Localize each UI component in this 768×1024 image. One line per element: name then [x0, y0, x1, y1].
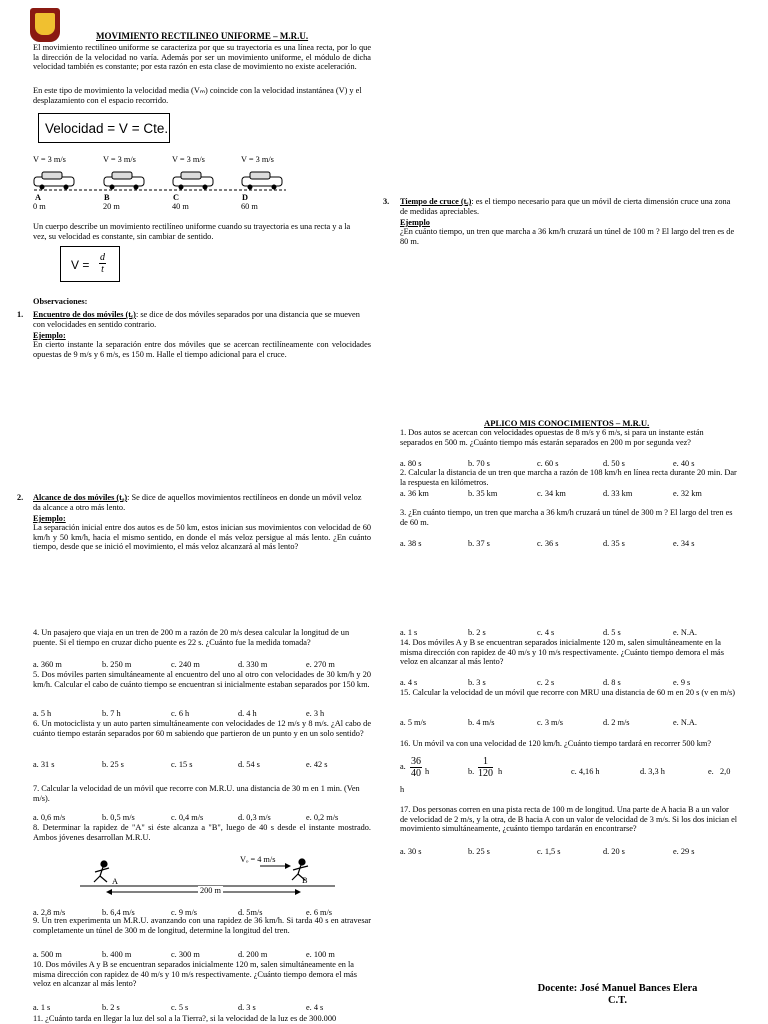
car-icon	[173, 172, 213, 190]
option: a. 31 s	[33, 760, 55, 769]
option-b-fraction	[478, 756, 493, 779]
option: c. 1,5 s	[537, 847, 561, 856]
fraction-numerator: 36	[411, 756, 421, 767]
encuentro-definition	[33, 310, 371, 329]
cruce-text: : es el tiempo necesario para que un móvil de cierta dimensión cruce una zona de medidas apreciables.	[400, 197, 731, 216]
option: b. 70 s	[468, 459, 490, 468]
question-17-options	[400, 847, 694, 856]
alcance-example: La separación inicial entre dos autos es de 50 km, estos inician sus movimientos con velocidad de 60 km/h y 50 km/h, hacia el mismo sentido, en donde el más veloz persigue al más lento. ¿En cuánto tiempo, desde que se inició el movimiento, el más veloz alcanzará al más lento?	[33, 523, 371, 552]
question-8: 8. Determinar la rapidez de "A" si éste alcanza a "B", luego de 40 s desde el instante mostrado. Ambos jóvenes desarrollan M.R.U.	[33, 823, 371, 842]
distance-label: 60 m	[241, 202, 258, 211]
example-label: Ejemplo:	[33, 514, 66, 523]
alcance-title: Alcance de dos móviles (tₐ)	[33, 493, 128, 502]
option: d. 35 s	[603, 539, 625, 548]
mru-car-diagram	[30, 168, 290, 194]
encuentro-title: Encuentro de dos móviles (tₑ)	[33, 310, 136, 319]
option: c. 60 s	[537, 459, 559, 468]
option: c. 15 s	[171, 760, 193, 769]
option: b. 4 m/s	[468, 718, 495, 727]
option: e. 9 s	[673, 678, 691, 687]
mru-description: Un cuerpo describe un movimiento rectilíneo uniforme cuando su trayectoria es una recta y a la vez, su velocidad es constante, sin cambiar de sentido.	[33, 222, 351, 241]
option-b-label: b.	[468, 767, 475, 776]
fraction-denominator: 120	[478, 768, 493, 779]
option: e. 3 h	[306, 709, 325, 718]
option: b. 400 m	[102, 950, 132, 959]
option: d. 33 km	[603, 489, 633, 498]
formula-numerator: d	[100, 252, 105, 263]
car-icon	[104, 172, 144, 190]
question-2: 2. Calcular la distancia de un tren que marcha a razón de 108 km/h en línea recta durante 20 min. Dar la respuesta en kilómetros.	[400, 468, 737, 487]
question-5-options	[33, 709, 324, 718]
option: d. 200 m	[238, 950, 268, 959]
option: d. 330 m	[238, 660, 268, 669]
question-10: 10. Dos móviles A y B se encuentran separados inicialmente 120 m, salen simultáneamente en la misma dirección con rapidez de 40 m/s y 10 m/s respectivamente. ¿Cuánto tiempo demora el más veloz en alcanzar al más lento?	[33, 960, 357, 989]
option: e. 40 s	[673, 459, 695, 468]
alcance-definition	[33, 493, 371, 512]
option: a. 30 s	[400, 847, 422, 856]
option: e. N.A.	[673, 718, 697, 727]
option: e. N.A.	[673, 628, 697, 637]
question-7: 7. Calcular la velocidad de un móvil que recorre con M.R.U. una distancia de 30 m en 1 min. (Ven m/s).	[33, 784, 360, 803]
question-16: 16. Un móvil va con una velocidad de 120 km/h. ¿Cuánto tiempo tardará en recorrer 500 km?	[400, 739, 712, 748]
runner-a-icon	[94, 861, 109, 882]
item-number: 2.	[17, 493, 24, 502]
car-icon	[34, 172, 74, 190]
option: c. 240 m	[171, 660, 200, 669]
question-3-options	[400, 539, 694, 548]
option: d. 4 h	[238, 709, 257, 718]
option: c. 36 s	[537, 539, 559, 548]
runner-a-label: A	[112, 877, 118, 886]
option-b-unit: h	[498, 767, 503, 776]
option: c. 9 m/s	[171, 908, 198, 917]
velocity-label: V = 3 m/s	[103, 155, 136, 164]
question-1-options	[400, 459, 694, 468]
velocity-label: V = 3 m/s	[172, 155, 205, 164]
fraction-denominator: 40	[411, 768, 421, 779]
fraction-numerator: 1	[478, 756, 493, 768]
question-14: 14. Dos móviles A y B se encuentran separados inicialmente 120 m, salen simultáneamente en la misma dirección con rapidez de 40 m/s y 10 m/s respectivamente. ¿Cuánto tiempo demora el más veloz en alcanzar al más lento?	[400, 638, 724, 667]
option: c. 300 m	[171, 950, 200, 959]
option: b. 2 s	[468, 628, 486, 637]
question-9: 9. Un tren experimenta un M.R.U. avanzando con una rapidez de 36 km/h. Si tarda 40 s en atravesar completamente un túnel de 300 m de longitud, determine la longitud del tren.	[33, 916, 371, 935]
option: b. 25 s	[102, 760, 124, 769]
option-c: c. 4,16 h	[571, 767, 600, 776]
point-label: B	[104, 193, 110, 202]
question-7-options	[33, 813, 338, 822]
distance-label: 20 m	[103, 202, 120, 211]
question-6: 6. Un motociclista y un auto parten simultáneamente con velocidades de 12 m/s y 8 m/s. ¿Al cabo de cuánto tiempo estarán separados por 60 m sabiendo que partieron de un punto y en un solo sentido?	[33, 719, 371, 738]
question-4: 4. Un pasajero que viaja en un tren de 200 m a razón de 20 m/s desea calcular la longitud de un puente. Si el tiempo en cruzar dicho puente es 22 s. ¿Cuánto fue la medida tomada?	[33, 628, 350, 647]
option: c. 34 km	[537, 489, 566, 498]
option: b. 7 h	[102, 709, 121, 718]
option: b. 3 s	[468, 678, 486, 687]
intro-paragraph-1: El movimiento rectilíneo uniforme se caracteriza por que su trayectoria es una línea recta, por lo que la dirección de la velocidad no varía. Además por ser un movimiento uniforme, el módulo de dicha velocidad también es constante; por esta razón en esta clase de movimiento no existe aceleración.	[33, 43, 371, 72]
cruce-example: ¿En cuánto tiempo, un tren que marcha a 36 km/h cruzará un túnel de 100 m ? El largo del tren es de 80 m.	[400, 227, 735, 246]
example-label: Ejemplo	[400, 218, 430, 227]
question-15: 15. Calcular la velocidad de un móvil que recorre con MRU una distancia de 60 m en 20 s (v en m/s)	[400, 688, 736, 697]
question-10-options	[33, 1003, 323, 1012]
option: d. 0,3 m/s	[238, 813, 271, 822]
point-label: A	[35, 193, 41, 202]
distance-label: 40 m	[172, 202, 189, 211]
option: d. 5 s	[603, 628, 621, 637]
question-11-options	[400, 628, 697, 637]
option: a. 1 s	[33, 1003, 51, 1012]
option: e. 270 m	[306, 660, 335, 669]
option: a. 38 s	[400, 539, 422, 548]
item-number: 1.	[17, 310, 24, 319]
option: d. 8 s	[603, 678, 621, 687]
option: e. 29 s	[673, 847, 695, 856]
velocity-label: V = 3 m/s	[33, 155, 66, 164]
cruce-title: Tiempo de cruce (tₑ)	[400, 197, 472, 206]
option-a-label: a.	[400, 762, 406, 771]
formula-fraction	[99, 252, 106, 275]
option: d. 5m/s	[238, 908, 263, 917]
option-e-unit: h	[400, 785, 405, 794]
option: d. 54 s	[238, 760, 260, 769]
school-logo	[30, 8, 60, 42]
option: a. 4 s	[400, 678, 418, 687]
option: e. 34 s	[673, 539, 695, 548]
option: d. 20 s	[603, 847, 625, 856]
option: c. 0,4 m/s	[171, 813, 204, 822]
option: d. 50 s	[603, 459, 625, 468]
velocity-label: V = 3 m/s	[241, 155, 274, 164]
option: b. 35 km	[468, 489, 498, 498]
option: e. 100 m	[306, 950, 335, 959]
option: e. 6 m/s	[306, 908, 333, 917]
option: a. 1 s	[400, 628, 418, 637]
option: e. 0,2 m/s	[306, 813, 339, 822]
car-icon	[242, 172, 282, 190]
item-number: 3.	[383, 197, 390, 206]
option-d: d. 3,3 h	[640, 767, 665, 776]
option: b. 250 m	[102, 660, 132, 669]
option: a. 5 m/s	[400, 718, 427, 727]
intro-paragraph-2: En este tipo de movimiento la velocidad media (Vₘ) coincide con la velocidad instantánea (V) y el desplazamiento con el espacio recorrido.	[33, 86, 362, 105]
option: b. 2 s	[102, 1003, 120, 1012]
option: a. 360 m	[33, 660, 62, 669]
point-label: C	[173, 193, 179, 202]
question-6-options	[33, 760, 327, 769]
option: a. 36 km	[400, 489, 429, 498]
observaciones-heading: Observaciones:	[33, 297, 88, 306]
runner-b-label: B	[302, 876, 308, 885]
velocity-fraction-box	[60, 246, 120, 282]
question-1: 1. Dos autos se acercan con velocidades opuestas de 8 m/s y 6 m/s, si para un instante están separados en 500 m. ¿Cuánto tiempo más estarán separados en 200 m por segunda vez?	[400, 428, 704, 447]
teacher-role: C.T.	[607, 995, 628, 1006]
option: a. 5 h	[33, 709, 52, 718]
cruce-definition	[400, 197, 738, 216]
question-17: 17. Dos personas corren en una pista recta de 100 m de longitud. Una parte de A hacia B a un valor de velocidad de 2 m/s, y la otra, de B hacia A con un valor de velocidad de 3 m/s. Si los dos inician el movimiento simultáneamente, ¿cuánto tiempo tardarán en encontrarse?	[400, 805, 738, 834]
formula-denominator: t	[101, 264, 104, 275]
option-a-unit: h	[425, 767, 430, 776]
option: c. 3 m/s	[537, 718, 564, 727]
option: d. 3 s	[238, 1003, 256, 1012]
option: e. 4 s	[306, 1003, 324, 1012]
option: c. 2 s	[537, 678, 555, 687]
question-9-options	[33, 950, 335, 959]
encuentro-text: : se dice de dos móviles separados por una distancia que se mueven con velocidades en sentido contrario.	[33, 310, 360, 329]
question-14-options	[400, 678, 690, 687]
question-15-options	[400, 718, 697, 727]
option: d. 2 m/s	[603, 718, 630, 727]
formula-v: V =	[71, 258, 90, 272]
option: b. 37 s	[468, 539, 490, 548]
option: c. 4 s	[537, 628, 555, 637]
question-4-options	[33, 660, 335, 669]
aplico-title: APLICO MIS CONOCIMIENTOS – M.R.U.	[484, 418, 650, 428]
page-title: MOVIMIENTO RECTILINEO UNIFORME – M.R.U.	[96, 31, 309, 41]
option: c. 5 s	[171, 1003, 189, 1012]
question-2-options	[400, 489, 702, 498]
encuentro-example: En cierto instante la separación entre dos móviles que se acercan rectilíneamente con velocidades opuestas de 9 m/s y 6 m/s, es 150 m. Halle el tiempo adicional para el cruce.	[33, 340, 371, 359]
question-5: 5. Dos móviles parten simultáneamente al encuentro del uno al otro con velocidades de 30 km/h y 20 km/h. Calcular el cabo de cuánto tiempo se encuentran si inicialmente estaban separados por 150 km.	[33, 670, 371, 689]
option-a-fraction	[410, 756, 422, 779]
option: b. 0,5 m/s	[102, 813, 135, 822]
distance-label: 0 m	[33, 202, 46, 211]
point-label: D	[242, 193, 248, 202]
option: a. 500 m	[33, 950, 62, 959]
option-e: e. 2,0	[708, 767, 731, 776]
option: b. 25 s	[468, 847, 490, 856]
option: b. 6,4 m/s	[102, 908, 135, 917]
option: c. 6 h	[171, 709, 190, 718]
question-3: 3. ¿En cuánto tiempo, un tren que marcha a 36 km/h cruzará un túnel de 300 m ? El largo del tren es de 60 m.	[400, 508, 733, 527]
option: e. 42 s	[306, 760, 328, 769]
teacher-name: Docente: José Manuel Bances Elera	[537, 983, 698, 994]
velocity-formula-box: Velocidad = V = Cte.	[38, 113, 170, 143]
example-label: Ejemplo:	[33, 331, 66, 340]
option: a. 0,6 m/s	[33, 813, 66, 822]
option: e. 32 km	[673, 489, 702, 498]
option: a. 2,8 m/s	[33, 908, 66, 917]
distance-label: 200 m	[200, 886, 221, 895]
option: a. 80 s	[400, 459, 422, 468]
alcance-text: : Se dice de aquellos movimientos rectilíneos en donde un móvil veloz da alcance a otro más lento.	[33, 493, 362, 512]
question-11: 11. ¿Cuánto tarda en llegar la luz del sol a la Tierra?, si la velocidad de la luz es de 300.000	[33, 1014, 337, 1023]
runner-b-velocity: Vₒ = 4 m/s	[240, 855, 276, 864]
